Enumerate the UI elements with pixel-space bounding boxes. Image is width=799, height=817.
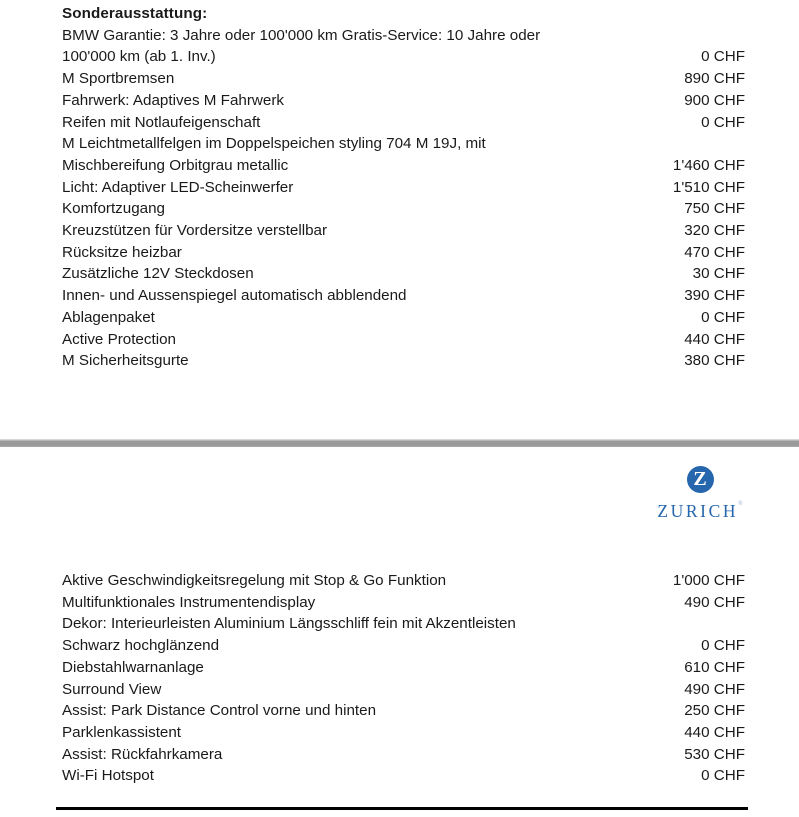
option-label — [62, 329, 672, 351]
option-row — [62, 220, 745, 242]
option-price: 490 CHF — [684, 680, 745, 698]
option-price: 320 CHF — [684, 222, 745, 240]
option-row — [62, 112, 745, 134]
option-label — [62, 285, 672, 307]
option-label-line: Komfortzugang — [62, 200, 165, 218]
option-label — [62, 679, 672, 701]
option-price: 530 CHF — [684, 745, 745, 763]
option-price: 0 CHF — [701, 48, 745, 66]
option-label — [62, 112, 689, 134]
option-label-line: M Sportbremsen — [62, 70, 175, 88]
option-label-line: Active Protection — [62, 330, 176, 348]
section-divider — [0, 439, 799, 447]
option-price: 250 CHF — [684, 702, 745, 720]
option-label — [62, 242, 672, 264]
option-price: 380 CHF — [684, 352, 745, 370]
option-row — [62, 613, 745, 656]
bottom-rule — [56, 807, 748, 810]
option-label — [62, 613, 689, 656]
option-label-line: Rücksitze heizbar — [62, 243, 182, 261]
option-label — [62, 744, 672, 766]
option-label-line: Fahrwerk: Adaptives M Fahrwerk — [62, 91, 284, 109]
section-title: Sonderausstattung: — [62, 5, 208, 22]
option-row — [62, 25, 745, 68]
option-price: 0 CHF — [701, 113, 745, 131]
option-label-line: M Sicherheitsgurte — [62, 352, 189, 370]
option-label — [62, 700, 672, 722]
option-label — [62, 68, 672, 90]
option-label — [62, 657, 672, 679]
option-row — [62, 350, 745, 372]
trademark-symbol: ® — [738, 501, 743, 507]
option-label-line: Kreuzstützen für Vordersitze verstellbar — [62, 222, 328, 240]
option-price: 440 CHF — [684, 330, 745, 348]
option-label — [62, 307, 689, 329]
option-label-line: Innen- und Aussenspiegel automatisch abblendend — [62, 287, 407, 305]
option-row — [62, 570, 745, 592]
option-label-line: 100'000 km (ab 1. Inv.) — [62, 48, 216, 66]
option-price: 1'510 CHF — [672, 178, 745, 196]
option-row — [62, 592, 745, 614]
zurich-z-letter: Z — [693, 467, 707, 490]
option-row — [62, 285, 745, 307]
option-label-line: Parklenkassistent — [62, 723, 182, 741]
options-list-top — [62, 3, 745, 372]
option-label-line: Diebstahlwarnanlage — [62, 658, 204, 676]
option-label — [62, 133, 661, 176]
option-row — [62, 744, 745, 766]
option-row — [62, 700, 745, 722]
option-label-line: Assist: Park Distance Control vorne und hinten — [62, 702, 377, 720]
option-label — [62, 592, 672, 614]
option-label — [62, 25, 689, 68]
option-price: 440 CHF — [684, 723, 745, 741]
option-label-line: Multifunktionales Instrumentendisplay — [62, 593, 316, 611]
option-label-line: Licht: Adaptiver LED-Scheinwerfer — [62, 178, 294, 196]
option-price: 470 CHF — [684, 243, 745, 261]
option-row — [62, 329, 745, 351]
option-label-line: Surround View — [62, 680, 162, 698]
zurich-monogram-icon — [687, 466, 714, 493]
option-price: 1'000 CHF — [672, 572, 745, 589]
option-row — [62, 133, 745, 176]
option-label — [62, 198, 672, 220]
option-label-line: Dekor: Interieurleisten Aluminium Längsschliff fein mit Akzentleisten — [62, 615, 516, 633]
option-price: 0 CHF — [701, 637, 745, 655]
option-row — [62, 177, 745, 199]
option-row — [62, 198, 745, 220]
zurich-wordmark — [657, 501, 742, 522]
option-label — [62, 350, 672, 372]
option-label — [62, 263, 681, 285]
option-price: 610 CHF — [684, 658, 745, 676]
zurich-logo — [652, 466, 748, 522]
option-row — [62, 68, 745, 90]
option-label-line: BMW Garantie: 3 Jahre oder 100'000 km Gratis-Service: 10 Jahre oder — [62, 26, 541, 44]
option-price: 890 CHF — [684, 70, 745, 88]
option-price: 490 CHF — [684, 593, 745, 611]
option-row — [62, 765, 745, 787]
option-label-line: Wi-Fi Hotspot — [62, 767, 154, 785]
option-row — [62, 679, 745, 701]
option-price: 0 CHF — [701, 767, 745, 785]
option-label — [62, 220, 672, 242]
option-label-line: Mischbereifung Orbitgrau metallic — [62, 156, 289, 174]
option-label-line: Assist: Rückfahrkamera — [62, 745, 223, 763]
option-label-line: Reifen mit Notlaufeigenschaft — [62, 113, 261, 131]
option-price: 1'460 CHF — [672, 156, 745, 174]
option-price: 900 CHF — [684, 91, 745, 109]
zurich-wordmark-text: ZURICH — [657, 501, 739, 521]
option-row — [62, 90, 745, 112]
options-list-bottom — [62, 570, 745, 787]
option-row — [62, 722, 745, 744]
option-price: 0 CHF — [701, 308, 745, 326]
option-label — [62, 570, 661, 592]
option-label-line: M Leichtmetallfelgen im Doppelspeichen styling 704 M 19J, mit — [62, 135, 486, 153]
option-price: 30 CHF — [692, 265, 745, 283]
option-label — [62, 90, 672, 112]
option-row — [62, 242, 745, 264]
option-row — [62, 263, 745, 285]
option-label-line: Aktive Geschwindigkeitsregelung mit Stop & Go Funktion — [62, 572, 447, 589]
option-label — [62, 722, 672, 744]
option-price: 750 CHF — [684, 200, 745, 218]
option-label — [62, 765, 689, 787]
option-row — [62, 657, 745, 679]
option-label-line: Schwarz hochglänzend — [62, 637, 220, 655]
option-label — [62, 177, 661, 199]
option-row — [62, 307, 745, 329]
option-price: 390 CHF — [684, 287, 745, 305]
option-label-line: Ablagenpaket — [62, 308, 155, 326]
option-label-line: Zusätzliche 12V Steckdosen — [62, 265, 254, 283]
